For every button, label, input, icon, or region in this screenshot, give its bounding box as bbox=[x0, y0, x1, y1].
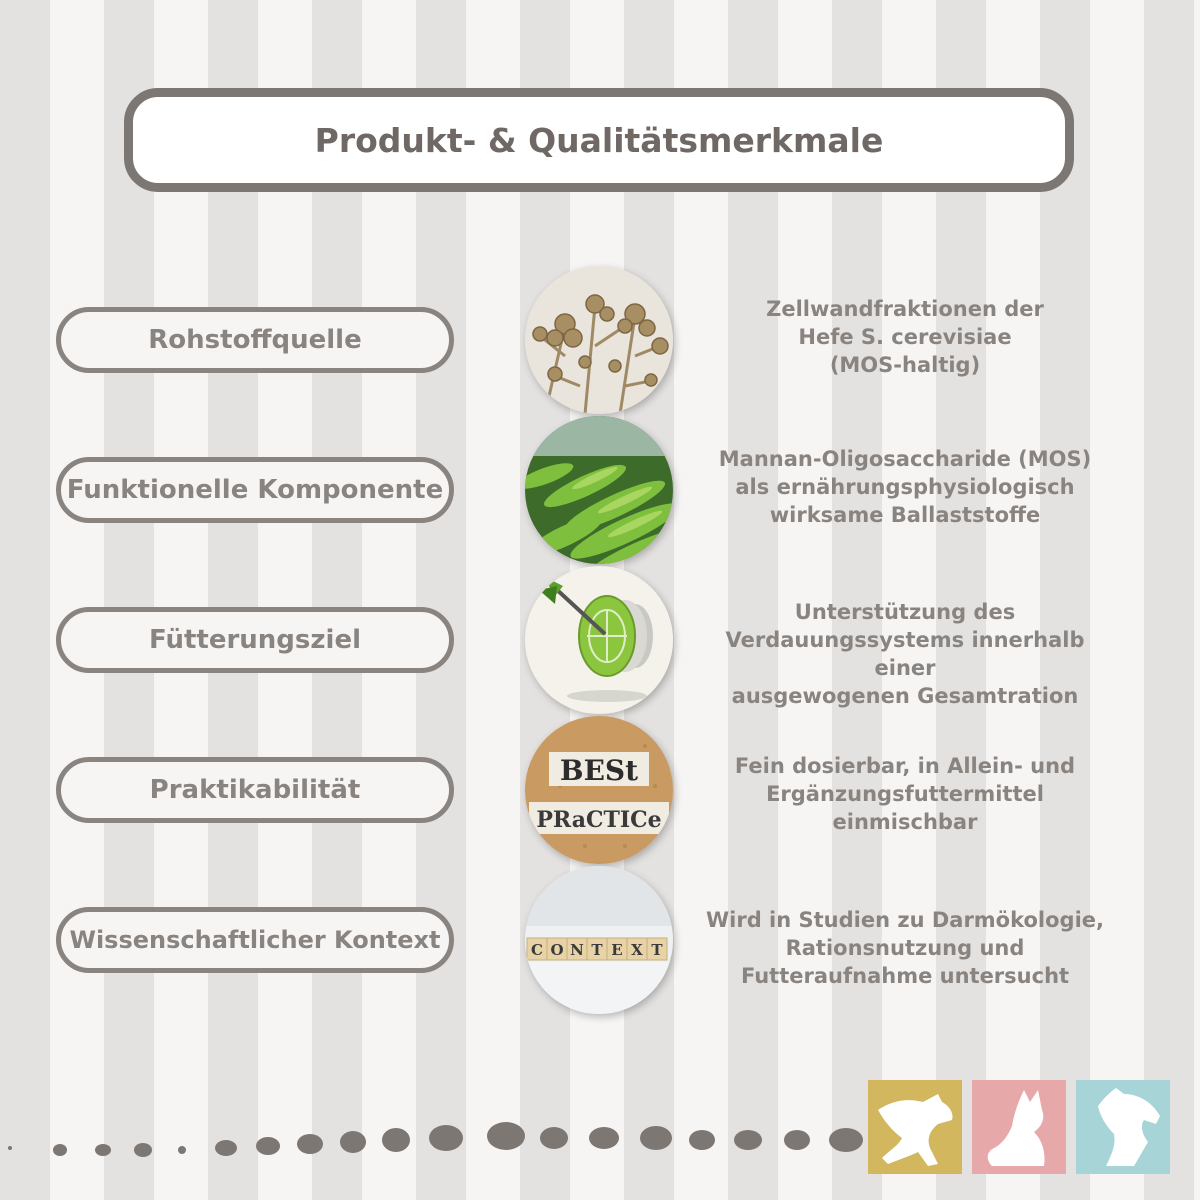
dart-target-image bbox=[525, 566, 673, 714]
description-line: einmischbar bbox=[832, 810, 978, 834]
description-line: Rationsnutzung und bbox=[785, 936, 1025, 960]
label-pill-wissenschaftlicher-kontext bbox=[56, 907, 454, 973]
description-fuetterungsziel bbox=[700, 598, 1110, 710]
pill-label: Rohstoffquelle bbox=[148, 325, 362, 355]
context-letter: T bbox=[651, 941, 663, 959]
yeast-mold-image bbox=[525, 266, 673, 414]
context-letter: N bbox=[570, 941, 584, 959]
page-title: Produkt- & Qualitätsmerkmale bbox=[314, 120, 884, 160]
description-line: Mannan-Oligosaccharide (MOS) bbox=[718, 447, 1092, 471]
crop-field-image bbox=[525, 416, 673, 564]
dog-icon bbox=[868, 1080, 962, 1174]
label-pill-rohstoffquelle bbox=[56, 307, 454, 373]
context-letter: C bbox=[531, 941, 543, 959]
animal-logos bbox=[868, 1080, 1172, 1174]
description-wissenschaftlicher-kontext bbox=[700, 906, 1110, 990]
description-line: Hefe S. cerevisiae bbox=[798, 325, 1012, 349]
cat-icon bbox=[972, 1080, 1066, 1174]
context-letter: T bbox=[591, 941, 603, 959]
paw-dot-trail bbox=[0, 1120, 870, 1170]
label-pill-fuetterungsziel bbox=[56, 607, 454, 673]
description-rohstoffquelle bbox=[700, 295, 1110, 379]
description-praktikabilitaet bbox=[700, 752, 1110, 836]
description-funktionelle-komponente bbox=[700, 445, 1110, 529]
pill-label: Wissenschaftlicher Kontext bbox=[69, 926, 441, 954]
pill-label: Fütterungsziel bbox=[149, 625, 361, 655]
best-practice-image bbox=[525, 716, 673, 864]
context-letter: X bbox=[631, 941, 643, 959]
context-blocks-image bbox=[525, 866, 673, 1014]
description-line: Unterstützung des bbox=[794, 600, 1016, 624]
description-line: Zellwandfraktionen der bbox=[766, 297, 1044, 321]
practice-text: PRaCTICe bbox=[536, 807, 662, 833]
description-line: Ergänzungsfuttermittel bbox=[766, 782, 1044, 806]
description-line: Wird in Studien zu Darmökologie, bbox=[705, 908, 1105, 932]
description-line: als ernährungsphysiologisch bbox=[735, 475, 1075, 499]
title-banner bbox=[124, 88, 1074, 192]
description-line: wirksame Ballaststoffe bbox=[769, 503, 1041, 527]
pill-label: Funktionelle Komponente bbox=[66, 475, 444, 505]
description-line: (MOS-haltig) bbox=[829, 353, 981, 377]
label-pill-funktionelle-komponente bbox=[56, 457, 454, 523]
context-letter: E bbox=[611, 941, 623, 959]
description-line: ausgewogenen Gesamtration bbox=[731, 684, 1079, 708]
description-line: Futteraufnahme untersucht bbox=[740, 964, 1070, 988]
context-letter: O bbox=[550, 941, 564, 959]
horse-icon bbox=[1076, 1080, 1170, 1174]
description-line: Fein dosierbar, in Allein- und bbox=[734, 754, 1076, 778]
best-text: BESt bbox=[559, 754, 639, 787]
pill-label: Praktikabilität bbox=[149, 775, 361, 805]
label-pill-praktikabilitaet bbox=[56, 757, 454, 823]
description-line: Verdauungssystems innerhalb einer bbox=[725, 628, 1085, 680]
